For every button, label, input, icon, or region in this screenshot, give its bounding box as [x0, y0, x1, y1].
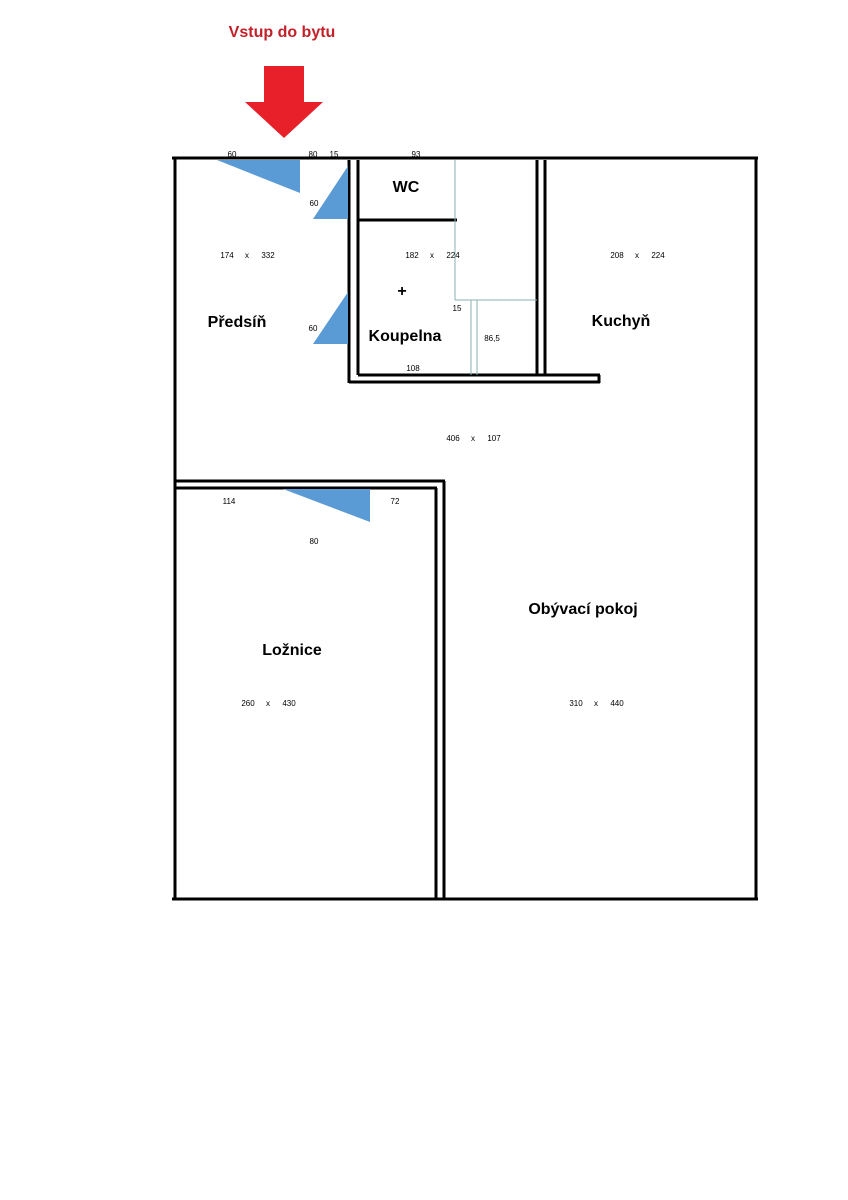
loznice-width: 260 [241, 699, 255, 708]
dim-bed-door-80: 80 [309, 537, 319, 546]
obyvaci-height: 440 [610, 699, 624, 708]
entrance-door-icon [217, 160, 300, 193]
room-name-predsin: Předsíň [207, 314, 267, 331]
predsin-x: x [245, 251, 249, 260]
obyvaci-width: 310 [569, 699, 583, 708]
room-name-koupelna: Koupelna [368, 328, 442, 345]
room-name-loznice: Ložnice [262, 642, 322, 659]
loznice-height: 430 [282, 699, 296, 708]
dim-bath-door-60: 60 [308, 324, 318, 333]
chodba-height: 107 [487, 434, 501, 443]
entrance-label: Vstup do bytu [228, 24, 336, 41]
predsin-height: 332 [261, 251, 275, 260]
dim-top-60: 60 [227, 150, 237, 159]
koupelna-width: 182 [405, 251, 419, 260]
chodba-width: 406 [446, 434, 460, 443]
bath-marker: + [397, 283, 407, 300]
room-name-obyvaci: Obývací pokoj [528, 601, 638, 618]
room-name-wc: WC [392, 179, 420, 196]
room-name-kuchyn: Kuchyň [591, 313, 651, 330]
loznice-x: x [266, 699, 270, 708]
kuchyn-width: 208 [610, 251, 624, 260]
dim-top-80: 80 [308, 150, 318, 159]
dim-bath-bottom-108: 108 [406, 364, 420, 373]
dim-shower-86-5: 86,5 [484, 334, 500, 343]
outer-walls [172, 158, 758, 900]
dim-top-93: 93 [411, 150, 421, 159]
entrance-arrow-icon [245, 66, 323, 138]
bedroom-door-icon [283, 489, 370, 522]
wc-door-icon [313, 166, 348, 219]
kuchyn-height: 224 [651, 251, 665, 260]
chodba-x: x [471, 434, 475, 443]
koupelna-x: x [430, 251, 434, 260]
predsin-width: 174 [220, 251, 234, 260]
dim-wc-door-60: 60 [309, 199, 319, 208]
kuchyn-x: x [635, 251, 639, 260]
obyvaci-x: x [594, 699, 598, 708]
bathroom-door-icon [313, 292, 348, 344]
dim-top-15: 15 [329, 150, 339, 159]
koupelna-height: 224 [446, 251, 460, 260]
dim-bed-72: 72 [390, 497, 400, 506]
dim-bed-114: 114 [222, 497, 236, 506]
dim-bath-15: 15 [452, 304, 462, 313]
interior-walls [175, 160, 600, 899]
